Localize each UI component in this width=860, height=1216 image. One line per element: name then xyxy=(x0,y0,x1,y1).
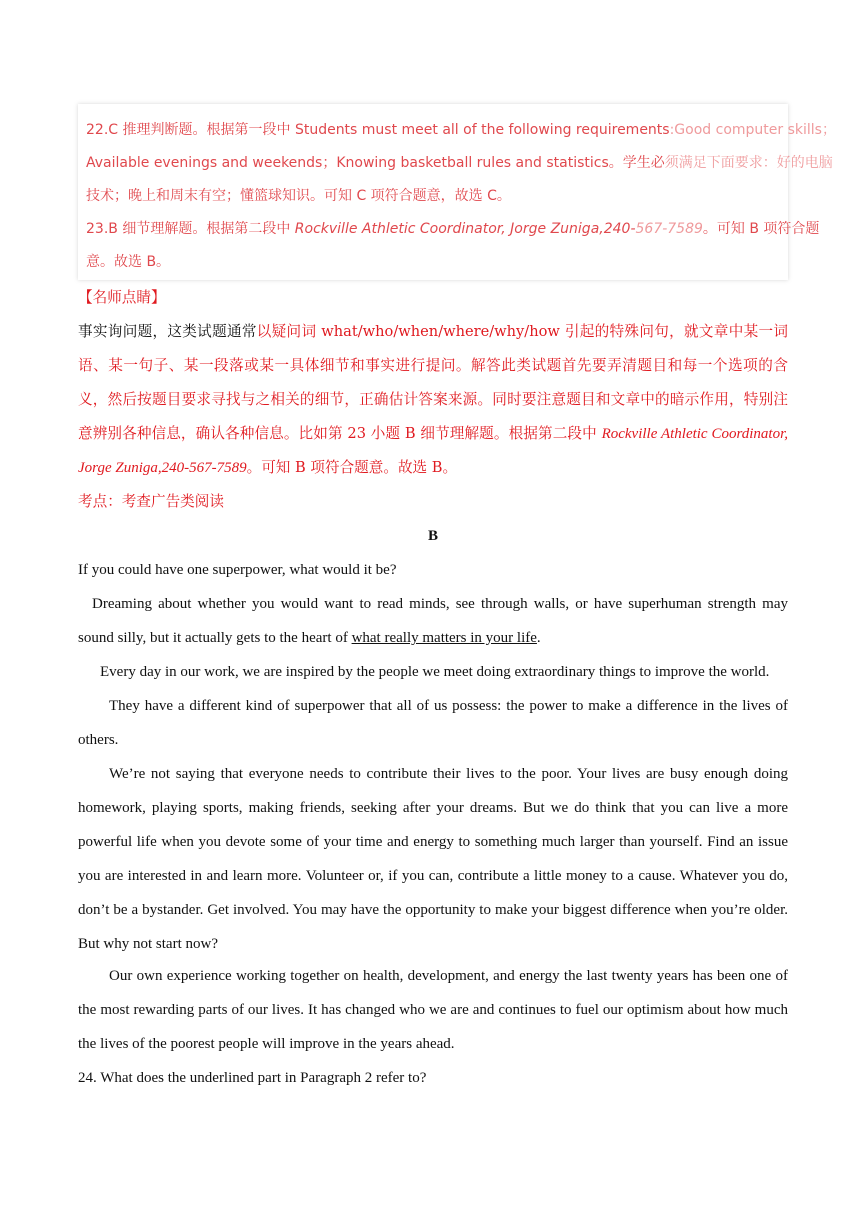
teacher-comment-italic: Rockville Athletic Coordinator, Jorge Zuniga,240-567-7589 xyxy=(78,426,789,476)
passage-paragraph-4: They have a different kind of superpower that all of us possess: the power to make a difference in the lives of others. xyxy=(78,698,788,748)
answer-line-2 xyxy=(86,147,833,180)
answer-explanation-image xyxy=(78,104,836,280)
teacher-comment-lead: 事实询问题，这类试题通常 xyxy=(78,323,257,340)
passage-paragraph-2-text: Dreaming about whether you would want to read minds, see through walls, or have superhuman strength may sound silly, but it actually gets to the heart of xyxy=(78,596,788,646)
answer-line-5: 意。故选 B。 xyxy=(86,254,171,270)
answer-line-2-faded: 须满足下面要求：好的电脑 xyxy=(664,155,833,171)
teacher-comment-title: 【名师点睛】 xyxy=(78,289,166,306)
exam-point-label: 考点：考查广告类阅读 xyxy=(78,493,224,510)
passage-paragraph-5: We’re not saying that everyone needs to contribute their lives to the poor. Your lives are busy enough doing homework, playing sports, making friends, seeking after your dreams. But we do think that you can live a more powerful life when you devote some of your time and energy to something much larger than yourself. Find an issue you are interested in and learn more. Volunteer or, if you can, contribute a little money to a cause. Whatever you do, don’t be a bystander. Get involved. You may have the opportunity to make your biggest difference when you’re older. But why not start now? xyxy=(78,766,788,952)
passage-paragraph-1: If you could have one superpower, what would it be? xyxy=(78,562,397,578)
answer-line-1-main: 22.C 推理判断题。根据第一段中 Students must meet all of the following requirements xyxy=(86,122,670,138)
teacher-comment-paragraph xyxy=(78,315,788,485)
answer-line-4-main: 23.B 细节理解题。根据第二段中 xyxy=(86,221,295,237)
answer-line-1-faded: :Good computer skills； xyxy=(669,122,836,138)
answer-line-3: 技术；晚上和周末有空；懂篮球知识。可知 C 项符合题意，故选 C。 xyxy=(86,188,511,204)
answer-line-4-end: 。可知 B 项符合题 xyxy=(702,221,820,237)
answer-line-2-main: Available evenings and weekends；Knowing basketball rules and statistics。学生必 xyxy=(86,155,665,171)
underlined-phrase: what really matters in your life xyxy=(351,630,537,646)
teacher-comment-body: 以疑问词 what/who/when/where/why/how 引起的特殊问句，就文章中某一词语、某一句子、某一段落或某一具体细节和事实进行提问。解答此类试题首先要弄清题目和每一个选项的含义，然后按题目要求寻找与之相关的细节，正确估计答案来源。同时要注意题目和文章中的暗示作用，特别注意辨别各种信息，确认各种信息。比如第 23 小题 B 细节理解题。根据第二段中 xyxy=(78,323,788,442)
question-24: 24. What does the underlined part in Paragraph 2 refer to? xyxy=(78,1070,427,1086)
section-letter: B xyxy=(427,528,438,544)
teacher-comment-end: 。可知 B 项符合题意。故选 B。 xyxy=(246,459,458,476)
passage-paragraph-3: Every day in our work, we are inspired by the people we meet doing extraordinary things to improve the world. xyxy=(100,664,770,680)
answer-line-4 xyxy=(86,213,820,246)
answer-line-4-italic-faded: 567-7589 xyxy=(635,221,703,237)
passage-paragraph-2-end: . xyxy=(536,630,541,646)
passage-paragraph-6: Our own experience working together on health, development, and energy the last twenty years has been one of the most rewarding parts of our lives. It has changed who we are and continues to fuel our optimism about how much the lives of the poorest people will improve in the years ahead. xyxy=(78,968,788,1052)
answer-line-4-italic: Rockville Athletic Coordinator, Jorge Zuniga,240- xyxy=(294,221,636,237)
passage-paragraph-2 xyxy=(78,587,788,655)
answer-line-1 xyxy=(86,114,836,147)
